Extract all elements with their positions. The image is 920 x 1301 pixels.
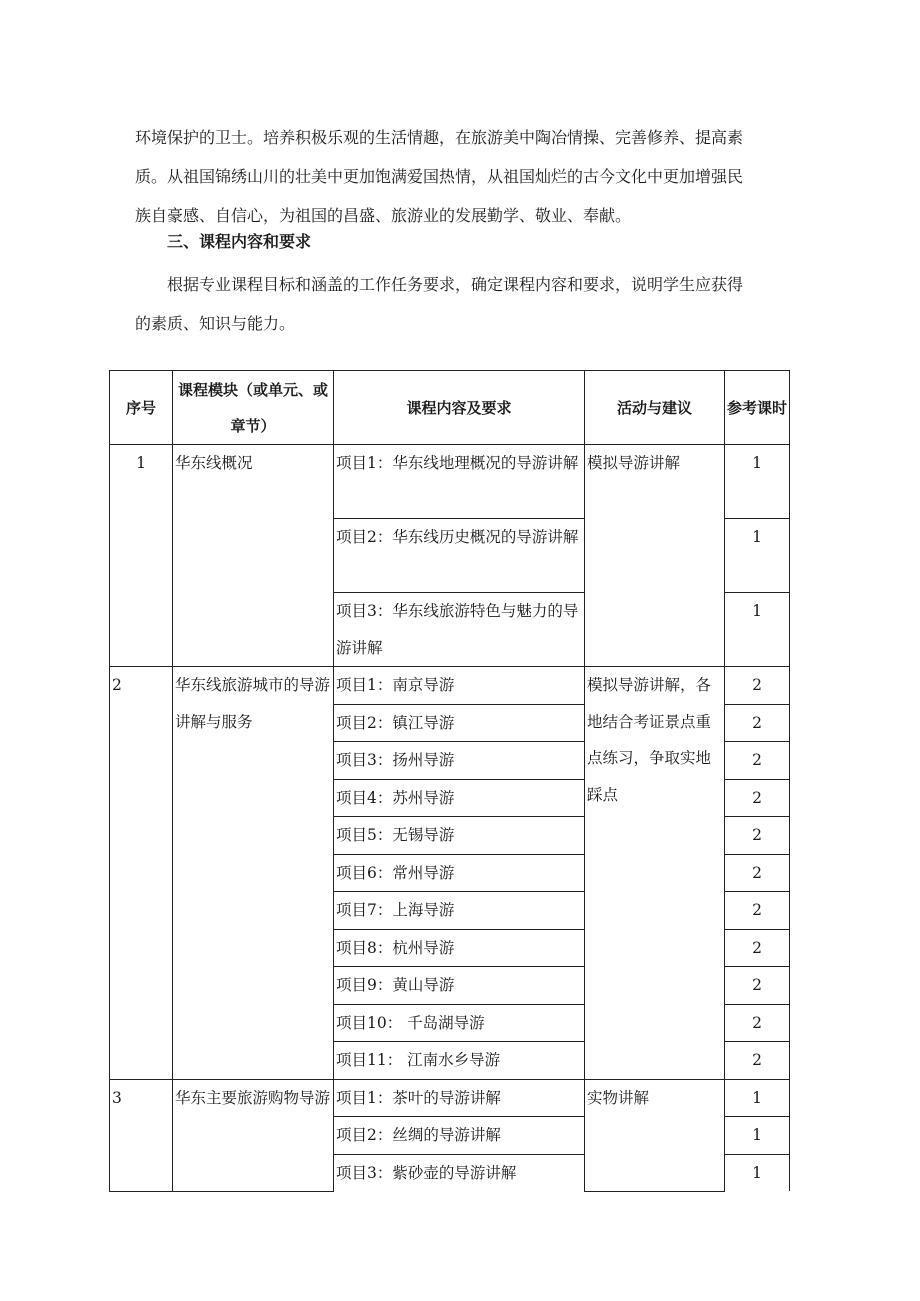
content-cell: 项目3：紫砂壶的导游讲解 <box>334 1154 585 1191</box>
hours-cell: 2 <box>725 779 790 817</box>
hours-cell: 2 <box>725 704 790 742</box>
header-activity: 活动与建议 <box>585 371 725 445</box>
module-number: 1 <box>110 445 173 667</box>
module-name: 华东线概况 <box>173 445 334 667</box>
section-line: 的素质、知识与能力。 <box>135 314 296 333</box>
content-cell: 项目11： 江南水乡导游 <box>334 1042 585 1080</box>
header-content: 课程内容及要求 <box>334 371 585 445</box>
course-content-table <box>109 370 790 1192</box>
content-cell: 项目2：镇江导游 <box>334 704 585 742</box>
hours-cell: 2 <box>725 929 790 967</box>
hours-cell: 1 <box>725 1079 790 1117</box>
activity-cell: 模拟导游讲解，各地结合考证景点重点练习，争取实地踩点 <box>585 667 725 1080</box>
hours-cell: 2 <box>725 817 790 855</box>
header-module: 课程模块（或单元、或章节） <box>173 371 334 445</box>
intro-line: 环境保护的卫士。培养积极乐观的生活情趣，在旅游美中陶冶情操、完善修养、提高素 <box>135 128 744 147</box>
section-line: 根据专业课程目标和涵盖的工作任务要求，确定课程内容和要求，说明学生应获得 <box>167 275 744 294</box>
hours-cell: 2 <box>725 742 790 780</box>
header-hours: 参考课时 <box>725 371 790 445</box>
hours-cell: 1 <box>725 445 790 519</box>
table-row <box>110 445 790 519</box>
section-paragraph <box>135 265 787 343</box>
hours-cell: 1 <box>725 593 790 667</box>
hours-cell: 2 <box>725 967 790 1005</box>
module-number: 2 <box>110 667 173 1080</box>
table-row <box>110 1079 790 1117</box>
header-no: 序号 <box>110 371 173 445</box>
module-number: 3 <box>110 1079 173 1191</box>
table-row <box>110 667 790 705</box>
hours-cell: 1 <box>725 1117 790 1155</box>
content-cell: 项目2：华东线历史概况的导游讲解 <box>334 519 585 593</box>
hours-cell: 1 <box>725 1154 790 1191</box>
content-cell: 项目1：华东线地理概况的导游讲解 <box>334 445 585 519</box>
activity-cell: 实物讲解 <box>585 1079 725 1191</box>
section-heading: 三、课程内容和要求 <box>167 232 312 251</box>
hours-cell: 2 <box>725 892 790 930</box>
content-cell: 项目8：杭州导游 <box>334 929 585 967</box>
content-cell: 项目5：无锡导游 <box>334 817 585 855</box>
content-cell: 项目6：常州导游 <box>334 854 585 892</box>
hours-cell: 2 <box>725 854 790 892</box>
content-cell: 项目3：扬州导游 <box>334 742 585 780</box>
intro-line: 族自豪感、自信心，为祖国的昌盛、旅游业的发展勤学、敬业、奉献。 <box>135 206 632 225</box>
module-name: 华东线旅游城市的导游讲解与服务 <box>173 667 334 1080</box>
content-cell: 项目9：黄山导游 <box>334 967 585 1005</box>
content-cell: 项目3：华东线旅游特色与魅力的导游讲解 <box>334 593 585 667</box>
content-cell: 项目4：苏州导游 <box>334 779 585 817</box>
intro-paragraph <box>135 118 787 235</box>
content-cell: 项目10： 千岛湖导游 <box>334 1004 585 1042</box>
hours-cell: 1 <box>725 519 790 593</box>
activity-cell: 模拟导游讲解 <box>585 445 725 667</box>
module-name: 华东主要旅游购物导游 <box>173 1079 334 1191</box>
content-cell: 项目1：南京导游 <box>334 667 585 705</box>
hours-cell: 2 <box>725 1004 790 1042</box>
table-header-row <box>110 371 790 445</box>
content-cell: 项目2：丝绸的导游讲解 <box>334 1117 585 1155</box>
intro-line: 质。从祖国锦绣山川的壮美中更加饱满爱国热情，从祖国灿烂的古今文化中更加增强民 <box>135 167 744 186</box>
hours-cell: 2 <box>725 667 790 705</box>
hours-cell: 2 <box>725 1042 790 1080</box>
content-cell: 项目7：上海导游 <box>334 892 585 930</box>
content-cell: 项目1：茶叶的导游讲解 <box>334 1079 585 1117</box>
